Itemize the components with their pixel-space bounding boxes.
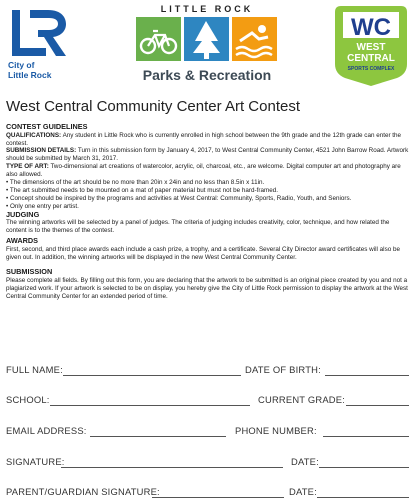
tree-icon bbox=[184, 17, 229, 61]
awards-heading: AWARDS bbox=[6, 236, 39, 246]
awards-paragraph: First, second, and third place awards each include a cash prize, a trophy, and a certificate. Several City Director award certificates will also be given out. In addition, the winning artworks will be displayed in the new West Central Community Center. bbox=[6, 245, 400, 261]
submission-details-paragraph: SUBMISSION DETAILS: Turn in this submission form by January 4, 2017, to West Central Community Center, 4521 John Barrow Road. Artwork should be submitted by March 31, 2017. bbox=[6, 147, 409, 163]
swimmer-icon bbox=[232, 17, 277, 61]
lr-monogram-icon bbox=[8, 8, 70, 58]
svg-text:WEST: WEST bbox=[356, 42, 386, 53]
guideline-bullet: • The dimensions of the art should be no more than 20in x 24in and no less than 8.5in x 11in. bbox=[6, 179, 410, 187]
parent-date-label: DATE: bbox=[289, 486, 317, 497]
type-of-art-paragraph: TYPE OF ART: Two-dimensional art creations of watercolor, acrylic, oil, charcoal, etc., are welcome. Digital computer art and photography are also allowed. bbox=[6, 163, 401, 179]
school-field[interactable] bbox=[50, 405, 250, 406]
guideline-bullet: • Concept should be inspired by the programs and activities at West Central: Community, Sports, Radio, Youth, and Seniors. bbox=[6, 195, 410, 203]
judging-heading: JUDGING bbox=[6, 209, 40, 219]
submission-heading: SUBMISSION bbox=[6, 267, 53, 277]
signature-field[interactable] bbox=[61, 467, 283, 468]
parks-and-recreation-logo bbox=[132, 4, 282, 88]
guideline-bullet: • The art submitted needs to be mounted on a mat of paper material but must not be hard-framed. bbox=[6, 187, 410, 195]
email-address-field[interactable] bbox=[90, 436, 226, 437]
wc-badge-icon bbox=[333, 4, 409, 88]
signature-date-field[interactable] bbox=[319, 467, 409, 468]
date-of-birth-field[interactable] bbox=[325, 375, 409, 376]
parent-signature-field[interactable] bbox=[152, 497, 284, 498]
bicycle-icon bbox=[136, 17, 181, 61]
parks-logo-top-text: LITTLE ROCK bbox=[160, 4, 254, 14]
parks-logo-bottom-text: Parks & Recreation bbox=[142, 67, 272, 83]
current-grade-label: CURRENT GRADE: bbox=[258, 394, 346, 405]
phone-number-field[interactable] bbox=[323, 436, 409, 437]
parent-date-field[interactable] bbox=[317, 497, 409, 498]
svg-text:WC: WC bbox=[351, 14, 391, 41]
date-of-birth-label: DATE OF BIRTH: bbox=[245, 364, 321, 375]
parent-signature-label: PARENT/GUARDIAN SIGNATURE: bbox=[6, 486, 160, 497]
email-address-label: EMAIL ADDRESS: bbox=[6, 425, 87, 436]
full-name-label: FULL NAME: bbox=[6, 364, 63, 375]
signature-label: SIGNATURE: bbox=[6, 456, 65, 467]
west-central-sports-complex-logo bbox=[333, 4, 409, 88]
contest-body bbox=[6, 123, 410, 301]
svg-text:CENTRAL: CENTRAL bbox=[347, 53, 395, 64]
submission-paragraph: Please complete all fields. By filling out this form, you are declaring that the artwork to be submitted is an original piece created by you and not a plagiarized work. If your artwork is selected to be on display, you hereby give the City of Little Rock permission to display the artwork at the West Central Community Center for an extended period of time. bbox=[6, 277, 408, 300]
page-title: West Central Community Center Art Contest bbox=[6, 98, 300, 115]
guideline-bullet: • Only one entry per artist. bbox=[6, 203, 410, 211]
phone-number-label: PHONE NUMBER: bbox=[235, 425, 317, 436]
school-label: SCHOOL: bbox=[6, 394, 50, 405]
city-logo-text: City of Little Rock bbox=[8, 60, 52, 80]
guidelines-heading: CONTEST GUIDELINES bbox=[6, 122, 88, 131]
date-label: DATE: bbox=[291, 456, 319, 467]
judging-paragraph: The winning artworks will be selected by a panel of judges. The criteria of judging includes creativity, color, technique, and how related the content is to the themes of the contest. bbox=[6, 219, 390, 235]
current-grade-field[interactable] bbox=[346, 405, 409, 406]
city-of-little-rock-logo bbox=[8, 8, 78, 86]
svg-text:SPORTS COMPLEX: SPORTS COMPLEX bbox=[347, 66, 395, 72]
full-name-field[interactable] bbox=[63, 375, 241, 376]
qualifications-paragraph: QUALIFICATIONS: Any student in Little Rock who is currently enrolled in high school between the 9th grade and the 12th grade can enter the contest. bbox=[6, 131, 402, 147]
parks-logo-tiles bbox=[136, 17, 278, 61]
page-header bbox=[0, 0, 415, 92]
